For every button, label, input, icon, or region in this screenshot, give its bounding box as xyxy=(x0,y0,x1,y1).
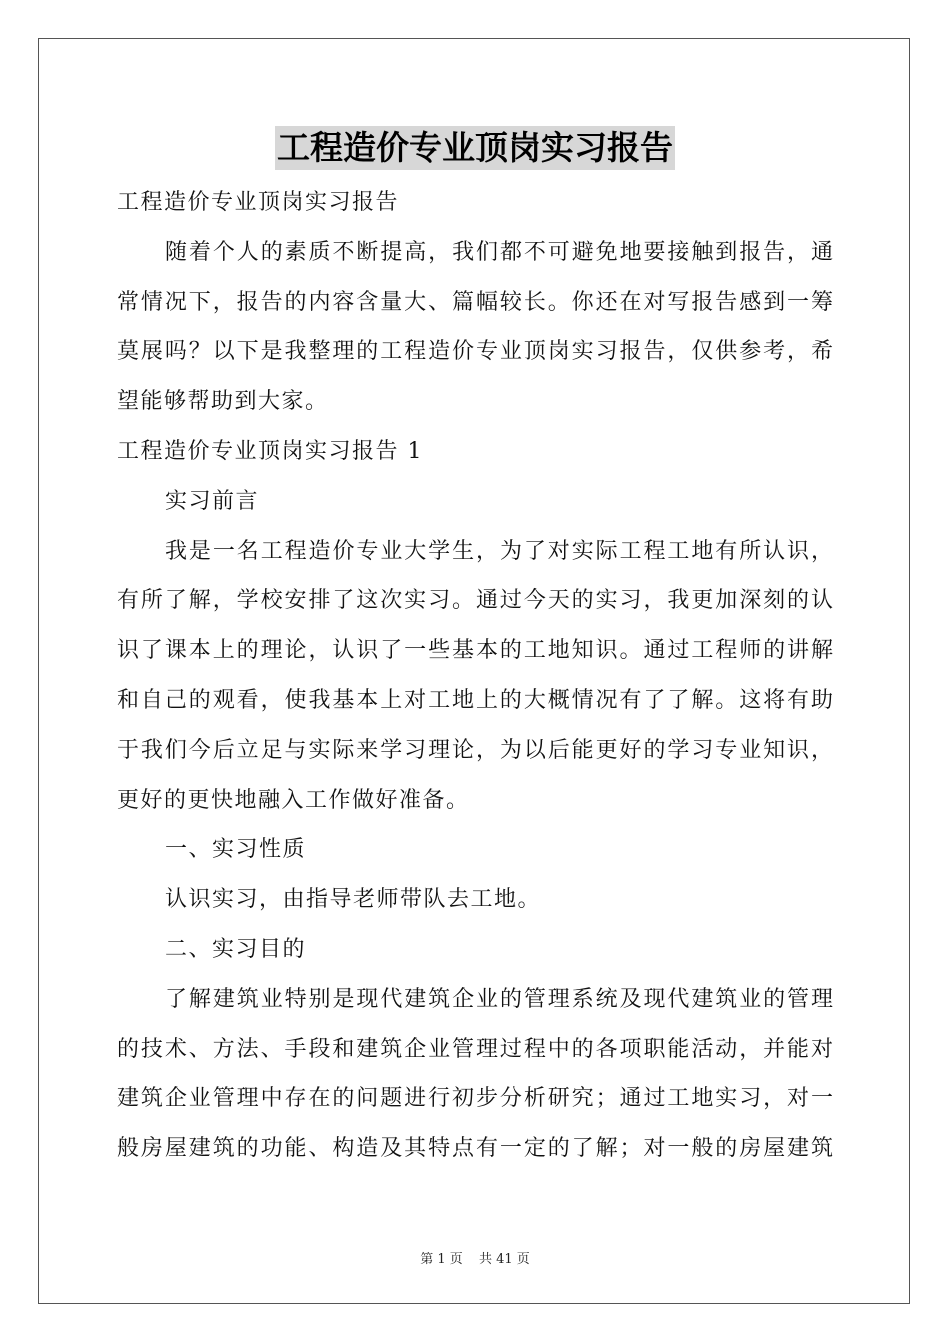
subsection-heading: 实习前言 xyxy=(165,488,260,514)
paragraph-line: 随着个人的素质不断提高，我们都不可避免地要接触到报告，通 xyxy=(165,239,833,265)
paragraph-line: 更好的更快地融入工作做好准备。 xyxy=(117,787,470,813)
section-heading: 工程造价专业顶岗实习报告 1 xyxy=(117,438,423,464)
subsection-heading: 一、实习性质 xyxy=(165,837,307,863)
paragraph-line: 莫展吗？以下是我整理的工程造价专业顶岗实习报告，仅供参考，希 xyxy=(117,339,833,365)
paragraph-line: 认识实习，由指导老师带队去工地。 xyxy=(165,887,542,913)
paragraph-line: 识了课本上的理论，认识了一些基本的工地知识。通过工程师的讲解 xyxy=(117,638,833,664)
document-body xyxy=(117,178,833,1174)
paragraph-line: 了解建筑业特别是现代建筑企业的管理系统及现代建筑业的管理 xyxy=(165,986,833,1012)
paragraph-line: 和自己的观看，使我基本上对工地上的大概情况有了了解。这将有助 xyxy=(117,687,833,713)
paragraph-line: 建筑企业管理中存在的问题进行初步分析研究；通过工地实习，对一 xyxy=(117,1086,833,1112)
paragraph-line: 于我们今后立足与实际来学习理论，为以后能更好的学习专业知识， xyxy=(117,737,833,763)
title-container xyxy=(0,126,950,170)
document-title: 工程造价专业顶岗实习报告 xyxy=(275,126,675,170)
paragraph-line: 有所了解，学校安排了这次实习。通过今天的实习，我更加深刻的认 xyxy=(117,588,833,614)
page-total: 共 41 页 xyxy=(478,1252,530,1267)
paragraph-line: 常情况下，报告的内容含量大、篇幅较长。你还在对写报告感到一筹 xyxy=(117,289,833,315)
paragraph-line: 望能够帮助到大家。 xyxy=(117,389,329,415)
page-number: 第 1 页 xyxy=(420,1252,463,1267)
subsection-heading: 二、实习目的 xyxy=(165,936,307,962)
page-footer xyxy=(0,1248,950,1267)
paragraph-line: 的技术、方法、手段和建筑企业管理过程中的各项职能活动，并能对 xyxy=(117,1036,833,1062)
paragraph-line: 我是一名工程造价专业大学生，为了对实际工程工地有所认识， xyxy=(165,538,833,564)
subtitle-line: 工程造价专业顶岗实习报告 xyxy=(117,190,400,215)
paragraph-line: 般房屋建筑的功能、构造及其特点有一定的了解；对一般的房屋建筑 xyxy=(117,1136,833,1162)
